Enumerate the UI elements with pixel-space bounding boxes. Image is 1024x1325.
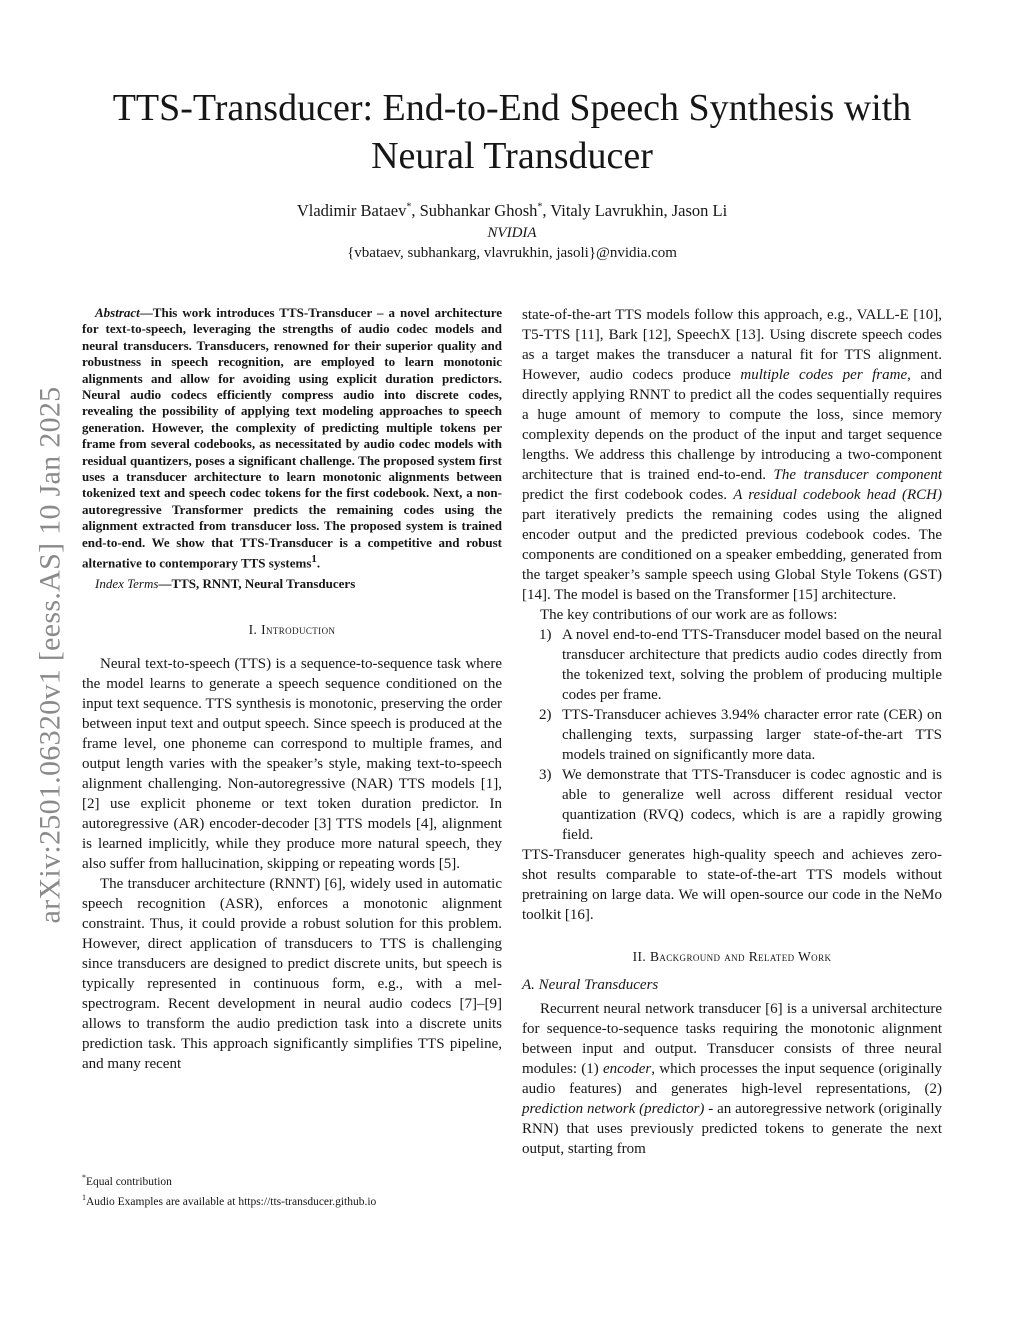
list-item	[522, 705, 942, 765]
emphasis: prediction network (predictor)	[522, 1101, 705, 1117]
right-column	[522, 305, 942, 1159]
intro-paragraph-1: Neural text-to-speech (TTS) is a sequence-to-sequence task where the model learns to generate a speech sequence conditioned on the input text sequence. TTS synthesis is monotonic, preserving the order between input text and output speech. Since speech is produced at the frame level, one phoneme can correspond to multiple frames, and output length varies with the speaker’s style, making text-to-speech alignment challenging. Non-autoregressive (NAR) TTS models [1], [2] use explicit phoneme or text token duration predictor. In autoregressive (AR) encoder-decoder [3] TTS models [4], alignment is learned implicitly, while they produce more natural speech, they also suffer from hallucination, skipping or repeating words [5].	[82, 656, 502, 873]
contributions-list	[522, 625, 942, 845]
section-title: Background and Related Work	[649, 949, 832, 964]
emphasis: encoder	[602, 1061, 652, 1077]
text-run: state-of-the-art TTS models follow this approach, e.g., VALL-E [10], T5-TTS [11], Bark [12], SpeechX [13]. Using discrete speech codes as a target makes the transducer a natural fit for TTS alignment. However, audio codecs produce	[522, 307, 942, 383]
section-heading-background	[522, 947, 942, 967]
footnote-mark: *	[82, 1173, 86, 1182]
paper-title-line-1: TTS-Transducer: End-to-End Speech Synthesis with	[112, 87, 912, 129]
emphasis: A residual codebook head (RCH)	[733, 487, 943, 503]
list-number: 2)	[539, 707, 552, 723]
other-authors: , Vitaly Lavrukhin, Jason Li	[542, 201, 728, 220]
arxiv-identifier-stamp	[30, 350, 70, 960]
equal-contribution-mark: *	[406, 201, 412, 213]
footnote-ref-1: 1	[311, 553, 317, 566]
author-2: Subhankar Ghosh	[419, 201, 538, 220]
index-terms-label: Index Terms	[95, 575, 159, 591]
list-item-text: We demonstrate that TTS-Transducer is codec agnostic and is able to generalize well across different residual vector quantization (RVQ) codecs, which is are a rapidly growing field.	[562, 767, 942, 843]
abstract-end: .	[316, 555, 321, 571]
author-emails: {vbataev, subhankarg, vlavrukhin, jasoli}@nvidia.com	[347, 245, 677, 261]
author-1: Vladimir Bataev	[296, 201, 407, 220]
section-title: Introduction	[261, 622, 336, 638]
footnote-equal-contribution	[82, 1170, 502, 1190]
text-run: , and directly applying RNNT to predict all the codes sequentially requires a huge amount of memory to compute the loss, since memory complexity depends on the product of the input and target sequence lengths. We address this challenge by introducing a two-component architecture that is trained end-to-end.	[522, 367, 942, 483]
text-run: part iteratively predicts the remaining codes using the aligned encoder output and the predicted previous codebook codes. The components are conditioned on a speaker embedding, generated from the target speaker’s sample speech using Global Style Tokens (GST) [14]. The model is based on the Transformer [15] architecture.	[522, 507, 942, 603]
footnote-audio-examples	[82, 1190, 502, 1210]
list-item	[522, 765, 942, 845]
text-run: Recurrent neural network transducer [6] is a universal architecture for sequence-to-sequence tasks requiring the monotonic alignment between input and output. Transducer consists of three neural modules: (1)	[522, 1001, 942, 1077]
contributions-intro: The key contributions of our work are as follows:	[540, 607, 838, 623]
list-item-text: TTS-Transducer achieves 3.94% character error rate (CER) on challenging texts, surpassing larger state-of-the-art TTS models trained on significantly more data.	[562, 707, 942, 763]
right-paragraph-3: TTS-Transducer generates high-quality speech and achieves zero-shot results comparable to state-of-the-art TTS models without pretraining on large data. We will open-source our code in the NeMo toolkit [16].	[522, 847, 942, 923]
abstract-label: Abstract	[95, 305, 140, 320]
left-column	[82, 305, 502, 1074]
footnote-mark: 1	[82, 1192, 86, 1202]
emphasis: multiple codes per frame	[740, 367, 908, 383]
arxiv-identifier-text: arXiv:2501.06320v1 [eess.AS] 10 Jan 2025	[33, 386, 67, 924]
list-item	[522, 625, 942, 705]
section-number: II.	[632, 949, 647, 964]
paper-title	[60, 84, 964, 180]
equal-contribution-mark: *	[537, 201, 543, 213]
section-heading-introduction	[82, 620, 502, 640]
list-item-text: A novel end-to-end TTS-Transducer model based on the neural transducer architecture that predicts audio codes directly from the tokenized text, solving the problem of producing multiple codes per frame.	[562, 627, 942, 703]
list-number: 1)	[539, 627, 552, 643]
abstract-text: —This work introduces TTS-Transducer – a novel architecture for text-to-speech, leveraging the strengths of audio codec models and neural transducers. Transducers, renowned for their superior quality and robustness in speech recognition, are employed to learn monotonic alignments and allow for avoiding using explicit duration predictors. Neural audio codecs efficiently compress audio into discrete codes, revealing the possibility of applying text modeling approaches to speech generation. However, the complexity of predicting multiple tokens per frame from several codebooks, as necessitated by audio codec models with residual quantizers, poses a significant challenge. The proposed system first uses a transducer architecture to learn monotonic alignments between tokenized text and speech codec tokens for the first codebook. Next, a non-autoregressive Transformer predicts the remaining codes using the alignment extracted from transducer loss. The proposed system is trained end-to-end. We show that TTS-Transducer is a competitive and robust alternative to contemporary TTS systems	[82, 305, 502, 571]
abstract	[82, 305, 502, 572]
list-number: 3)	[539, 767, 552, 783]
footnotes	[82, 1170, 502, 1210]
section-number: I.	[248, 622, 258, 638]
index-terms	[82, 576, 502, 592]
footnote-text: Audio Examples are available at https://tts-transducer.github.io	[86, 1195, 377, 1208]
index-terms-text: —TTS, RNNT, Neural Transducers	[158, 575, 356, 591]
text-run: - an autoregressive network (originally RNN) that uses previously predicted tokens to generate the next output, starting from	[522, 1101, 942, 1157]
footnote-text: Equal contribution	[86, 1175, 172, 1188]
text-run: , which processes the input sequence (originally audio features) and generates high-level representations, (2)	[522, 1061, 942, 1097]
text-run: predict the first codebook codes.	[522, 487, 734, 503]
intro-paragraph-2: The transducer architecture (RNNT) [6], widely used in automatic speech recognition (ASR), enforces a monotonic alignment constraint. Thus, it could provide a robust solution for this problem. However, direct application of transducers to TTS is challenging since transducers are designed to predict discrete units, but speech is typically represented in continuous form, e.g., with a mel-spectrogram. Recent development in neural audio codecs [7]–[9] allows to transform the audio prediction task into a discrete units prediction task. This approach significantly simplifies TTS pipeline, and many recent	[82, 876, 502, 1073]
right-paragraph-1	[522, 305, 942, 605]
right-paragraph-4	[522, 999, 942, 1159]
author-list: Vladimir Bataev*, Subhankar Ghosh*, Vitaly Lavrukhin, Jason Li	[296, 201, 728, 220]
subsection-heading-neural-transducers: A. Neural Transducers	[522, 977, 659, 993]
paper-title-line-2: Neural Transducer	[371, 135, 653, 177]
affiliation: NVIDIA	[487, 225, 537, 241]
emphasis: The transducer component	[773, 467, 942, 483]
